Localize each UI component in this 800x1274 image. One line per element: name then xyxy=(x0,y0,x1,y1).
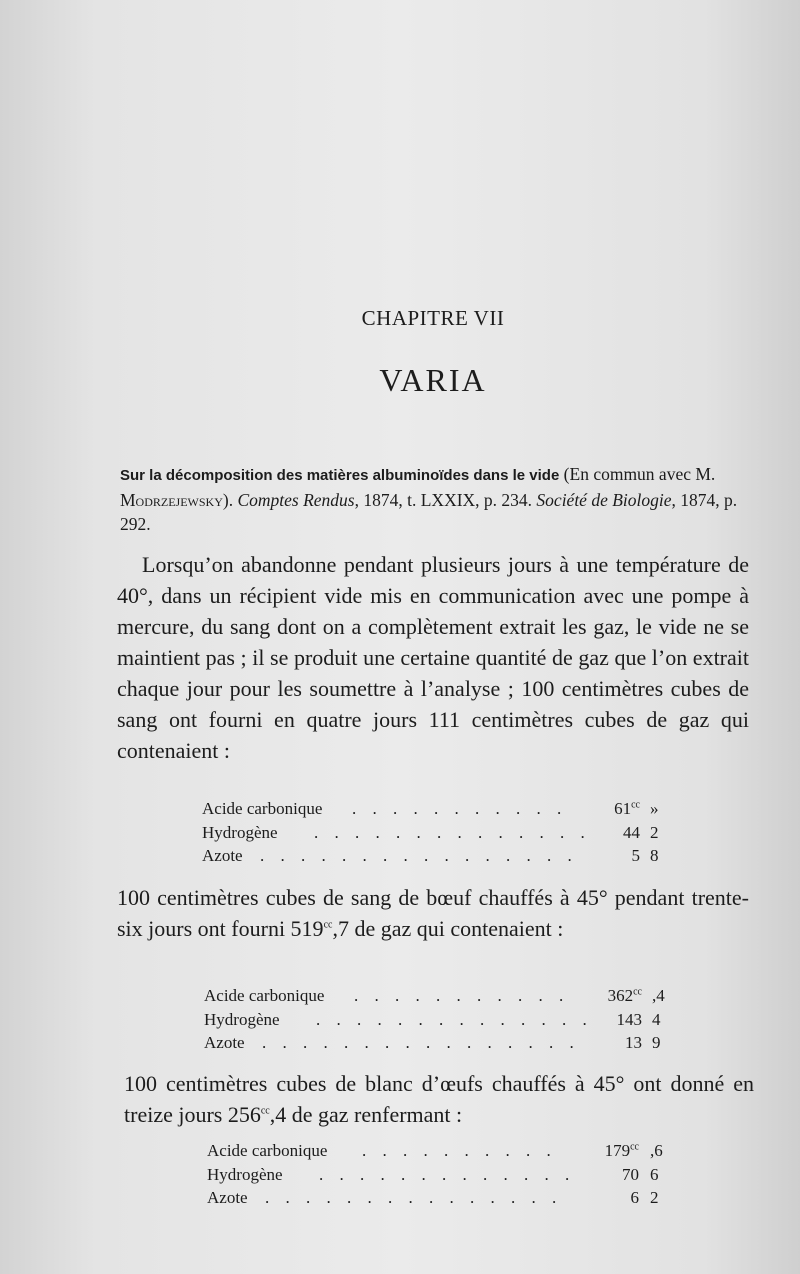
reference-title: Sur la décomposition des matières albuminoïdes dans le vide xyxy=(120,467,560,484)
bibliographic-reference xyxy=(120,462,760,536)
leader-dots: . . . . . . . . . . . . . . . xyxy=(265,1188,563,1207)
gas-name: Acide carbonique xyxy=(202,799,323,818)
table-row xyxy=(204,1031,684,1055)
gas-name: Hydrogène xyxy=(202,822,278,842)
gas-value-unit: cc xyxy=(631,799,640,811)
gas-value-integer: 44 xyxy=(623,822,640,842)
gas-value-main xyxy=(622,1163,639,1187)
reference-journal-2-details: , 1874, p. 292. xyxy=(120,490,738,534)
paragraph-2-pre: 100 centimètres cubes de sang de bœuf chauffés à 45° pendant trente-six jours ont fourni 519 xyxy=(117,885,749,941)
gas-value-main xyxy=(631,1186,640,1210)
gas-value-integer: 61 xyxy=(614,799,632,818)
paragraph-2-unit: cc xyxy=(323,919,333,931)
gas-name: Hydrogène xyxy=(204,1009,280,1029)
gas-value-integer: 179 xyxy=(604,1141,631,1160)
gas-value-main xyxy=(632,844,641,868)
paragraph-1 xyxy=(117,549,749,766)
leader-dots: . . . . . . . . . . . . . . . . xyxy=(260,846,578,865)
gas-table-2 xyxy=(204,984,684,1055)
paragraph-2 xyxy=(117,882,749,944)
leader-dots: . . . . . . . . . . . xyxy=(354,986,570,1005)
leader-dots: . . . . . . . . . . xyxy=(362,1141,557,1160)
gas-value-integer: 143 xyxy=(616,1009,642,1029)
leader-dots: . . . . . . . . . . . . . . xyxy=(316,1009,593,1029)
gas-value-unit: cc xyxy=(630,1141,639,1153)
paragraph-3-unit: cc xyxy=(260,1105,270,1117)
gas-value-main xyxy=(614,797,640,821)
chapter-number: CHAPITRE VII xyxy=(361,306,505,330)
gas-value-main xyxy=(617,1008,643,1032)
paragraph-2-text xyxy=(117,882,749,944)
gas-table-1 xyxy=(202,797,682,868)
gas-table-3 xyxy=(207,1139,687,1210)
leader-dots: . . . . . . . . . . . . . . . . xyxy=(262,1033,580,1052)
gas-name: Azote xyxy=(204,1033,245,1052)
gas-value-decimal: 6 xyxy=(650,1164,659,1184)
gas-name: Azote xyxy=(207,1188,248,1207)
gas-name: Acide carbonique xyxy=(204,986,325,1005)
gas-name: Azote xyxy=(202,846,243,865)
gas-value-decimal: » xyxy=(650,799,659,818)
reference-journal-1: Comptes Rendus xyxy=(237,490,355,510)
gas-value-integer: 13 xyxy=(625,1033,642,1052)
gas-value-decimal: 2 xyxy=(650,1188,659,1207)
gas-value-decimal: 2 xyxy=(650,822,659,842)
gas-name: Hydrogène xyxy=(207,1164,283,1184)
gas-name: Acide carbonique xyxy=(207,1141,328,1160)
table-row xyxy=(202,844,682,868)
table-row xyxy=(204,1008,684,1032)
table-row xyxy=(207,1163,687,1187)
reference-journal-1-details: , 1874, t. LXXIX, p. 234. xyxy=(354,490,533,510)
table-row xyxy=(202,797,682,821)
gas-value-decimal: 4 xyxy=(652,1009,661,1029)
table-row xyxy=(207,1186,687,1210)
table-row xyxy=(204,984,684,1008)
gas-value-decimal: ,6 xyxy=(650,1141,663,1160)
gas-value-integer: 6 xyxy=(630,1188,639,1207)
chapter-title: VARIA xyxy=(379,362,487,398)
gas-value-main xyxy=(625,1031,642,1055)
table-row xyxy=(207,1139,687,1163)
paragraph-3-post: ,4 de gaz renfermant : xyxy=(269,1102,463,1127)
reference-collab-suffix: ). xyxy=(222,490,234,510)
paragraph-3-pre: 100 centimètres cubes de blanc d’œufs chauffés à 45° ont donné en treize jours 256 xyxy=(124,1071,754,1127)
gas-value-decimal: 8 xyxy=(650,846,659,865)
gas-value-integer: 70 xyxy=(622,1164,639,1184)
gas-value-main xyxy=(605,1139,639,1163)
paragraph-2-post: ,7 de gaz qui contenaient : xyxy=(332,916,564,941)
table-row xyxy=(202,821,682,845)
reference-collab-prefix: (En commun avec M. xyxy=(563,464,716,484)
paragraph-3-text xyxy=(124,1068,754,1130)
paragraph-3 xyxy=(124,1068,754,1130)
paragraph-1-text: Lorsqu’on abandonne pendant plusieurs jours à une température de 40°, dans un récipient vide mis en communication avec une pompe à mercure, du sang dont on a complètement extrait les gaz, le vide ne se maintient pas ; il se produit une certaine quantité de gaz que l’on extrait chaque jour pour les soumettre à l’analyse ; 100 centimètres cubes de sang ont fourni en quatre jours 111 centimètres cubes de gaz qui contenaient : xyxy=(117,552,749,763)
gas-value-unit: cc xyxy=(633,986,642,998)
reference-journal-2: Société de Biologie xyxy=(536,490,672,510)
reference-collab-name: Modrzejewsky xyxy=(120,490,223,510)
gas-value-decimal: 9 xyxy=(652,1033,661,1052)
gas-value-integer: 5 xyxy=(631,846,640,865)
gas-value-decimal: ,4 xyxy=(652,986,665,1005)
leader-dots: . . . . . . . . . . . xyxy=(352,799,568,818)
gas-value-integer: 362 xyxy=(607,986,634,1005)
gas-value-main xyxy=(608,984,642,1008)
gas-value-main xyxy=(623,821,640,845)
leader-dots: . . . . . . . . . . . . . xyxy=(319,1164,576,1184)
leader-dots: . . . . . . . . . . . . . . xyxy=(314,822,591,842)
